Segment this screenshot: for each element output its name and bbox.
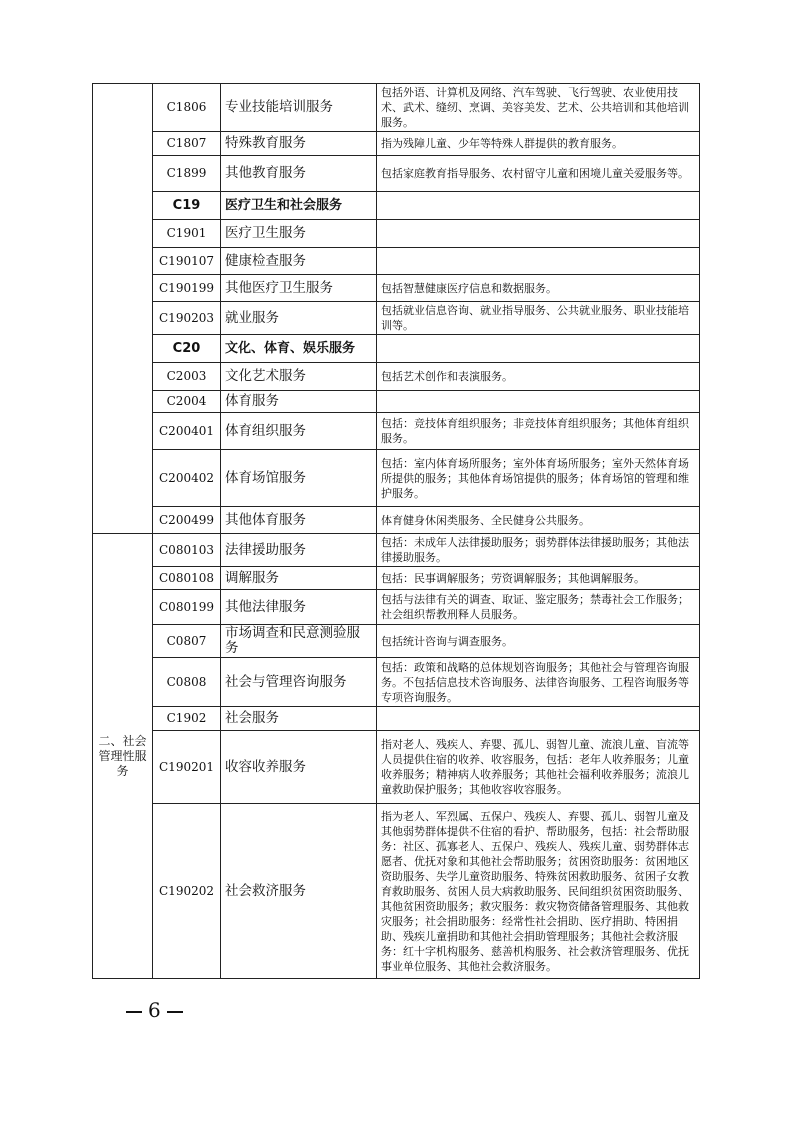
service-catalog-table bbox=[92, 83, 700, 979]
table-row bbox=[93, 658, 700, 707]
table-row bbox=[93, 275, 700, 302]
desc-cell: 包括智慧健康医疗信息和数据服务。 bbox=[377, 275, 700, 302]
name-cell: 医疗卫生服务 bbox=[221, 220, 377, 248]
table-row bbox=[93, 84, 700, 132]
code-cell: C1806 bbox=[153, 84, 221, 132]
table-row bbox=[93, 302, 700, 335]
table-row bbox=[93, 156, 700, 192]
dash-right bbox=[167, 1011, 183, 1013]
desc-cell: 包括家庭教育指导服务、农村留守儿童和困境儿童关爱服务等。 bbox=[377, 156, 700, 192]
table-row bbox=[93, 192, 700, 220]
code-cell: C1899 bbox=[153, 156, 221, 192]
code-cell: C20 bbox=[153, 335, 221, 363]
name-cell: 社会救济服务 bbox=[221, 804, 377, 979]
code-cell: C1807 bbox=[153, 132, 221, 156]
code-cell: C0808 bbox=[153, 658, 221, 707]
name-cell: 社会服务 bbox=[221, 707, 377, 731]
table-row bbox=[93, 132, 700, 156]
name-cell: 文化艺术服务 bbox=[221, 363, 377, 391]
name-cell: 收容收养服务 bbox=[221, 731, 377, 804]
desc-cell bbox=[377, 248, 700, 275]
table-row bbox=[93, 220, 700, 248]
name-cell: 调解服务 bbox=[221, 567, 377, 590]
category-cell-2: 二、社会管理性服务 bbox=[93, 534, 153, 979]
table-row bbox=[93, 707, 700, 731]
name-cell: 其他法律服务 bbox=[221, 590, 377, 625]
desc-cell: 包括外语、计算机及网络、汽车驾驶、飞行驾驶、农业使用技术、武术、缝纫、烹调、美容美发、艺术、公共培训和其他培训服务。 bbox=[377, 84, 700, 132]
code-cell: C0807 bbox=[153, 625, 221, 658]
desc-cell bbox=[377, 707, 700, 731]
table-row bbox=[93, 731, 700, 804]
table-row bbox=[93, 413, 700, 450]
code-cell: C1901 bbox=[153, 220, 221, 248]
desc-cell: 指为残障儿童、少年等特殊人群提供的教育服务。 bbox=[377, 132, 700, 156]
code-cell: C190201 bbox=[153, 731, 221, 804]
category-cell-1 bbox=[93, 84, 153, 534]
desc-cell: 包括艺术创作和表演服务。 bbox=[377, 363, 700, 391]
table-row bbox=[93, 507, 700, 534]
name-cell: 就业服务 bbox=[221, 302, 377, 335]
code-cell: C200402 bbox=[153, 450, 221, 507]
code-cell: C190199 bbox=[153, 275, 221, 302]
name-cell: 文化、体育、娱乐服务 bbox=[221, 335, 377, 363]
code-cell: C080108 bbox=[153, 567, 221, 590]
desc-cell: 包括：室内体育场所服务；室外体育场所服务；室外天然体育场所提供的服务；其他体育场馆提供的服务；体育场馆的管理和维护服务。 bbox=[377, 450, 700, 507]
desc-cell: 体育健身休闲类服务、全民健身公共服务。 bbox=[377, 507, 700, 534]
dash-left bbox=[126, 1011, 142, 1013]
desc-cell bbox=[377, 391, 700, 413]
name-cell: 法律援助服务 bbox=[221, 534, 377, 567]
code-cell: C190203 bbox=[153, 302, 221, 335]
name-cell: 其他体育服务 bbox=[221, 507, 377, 534]
name-cell: 医疗卫生和社会服务 bbox=[221, 192, 377, 220]
desc-cell: 包括统计咨询与调查服务。 bbox=[377, 625, 700, 658]
desc-cell bbox=[377, 220, 700, 248]
name-cell: 体育场馆服务 bbox=[221, 450, 377, 507]
name-cell: 市场调查和民意测验服务 bbox=[221, 625, 377, 658]
table-row bbox=[93, 567, 700, 590]
table-row bbox=[93, 248, 700, 275]
desc-cell bbox=[377, 192, 700, 220]
desc-cell: 包括就业信息咨询、就业指导服务、公共就业服务、职业技能培训等。 bbox=[377, 302, 700, 335]
page-number-text: 6 bbox=[148, 998, 161, 1022]
table-row bbox=[93, 590, 700, 625]
table-row bbox=[93, 625, 700, 658]
table-row bbox=[93, 450, 700, 507]
name-cell: 其他教育服务 bbox=[221, 156, 377, 192]
table-row bbox=[93, 804, 700, 979]
code-cell: C200499 bbox=[153, 507, 221, 534]
name-cell: 体育组织服务 bbox=[221, 413, 377, 450]
table-row bbox=[93, 335, 700, 363]
name-cell: 特殊教育服务 bbox=[221, 132, 377, 156]
desc-cell: 包括：竞技体育组织服务；非竞技体育组织服务；其他体育组织服务。 bbox=[377, 413, 700, 450]
name-cell: 其他医疗卫生服务 bbox=[221, 275, 377, 302]
desc-cell bbox=[377, 335, 700, 363]
desc-cell: 包括与法律有关的调查、取证、鉴定服务；禁毒社会工作服务；社会组织帮教刑释人员服务。 bbox=[377, 590, 700, 625]
desc-cell: 包括：民事调解服务；劳资调解服务；其他调解服务。 bbox=[377, 567, 700, 590]
code-cell: C200401 bbox=[153, 413, 221, 450]
table-row bbox=[93, 391, 700, 413]
code-cell: C190107 bbox=[153, 248, 221, 275]
desc-cell: 包括：政策和战略的总体规划咨询服务；其他社会与管理咨询服务。不包括信息技术咨询服务、法律咨询服务、工程咨询服务等专项咨询服务。 bbox=[377, 658, 700, 707]
desc-cell: 包括：未成年人法律援助服务；弱势群体法律援助服务；其他法律援助服务。 bbox=[377, 534, 700, 567]
code-cell: C2004 bbox=[153, 391, 221, 413]
desc-cell: 指对老人、残疾人、弃婴、孤儿、弱智儿童、流浪儿童、盲流等人员提供住宿的收养、收容服务，包括：老年人收养服务；儿童收养服务；精神病人收养服务；其他社会福利收养服务；流浪儿童救助保护服务；其他收容收容服务。 bbox=[377, 731, 700, 804]
code-cell: C080199 bbox=[153, 590, 221, 625]
page-number bbox=[120, 998, 189, 1022]
code-cell: C080103 bbox=[153, 534, 221, 567]
table-row bbox=[93, 363, 700, 391]
name-cell: 专业技能培训服务 bbox=[221, 84, 377, 132]
code-cell: C19 bbox=[153, 192, 221, 220]
code-cell: C190202 bbox=[153, 804, 221, 979]
name-cell: 健康检查服务 bbox=[221, 248, 377, 275]
table-row bbox=[93, 534, 700, 567]
code-cell: C1902 bbox=[153, 707, 221, 731]
name-cell: 体育服务 bbox=[221, 391, 377, 413]
name-cell: 社会与管理咨询服务 bbox=[221, 658, 377, 707]
code-cell: C2003 bbox=[153, 363, 221, 391]
desc-cell: 指为老人、军烈属、五保户、残疾人、弃婴、孤儿、弱智儿童及其他弱势群体提供不住宿的看护、帮助服务，包括：社会帮助服务：社区、孤寡老人、五保户、残疾人、残疾儿童、弱势群体志愿者、优抚对象和其他社会帮助服务；贫困资助服务：贫困地区资助服务、失学儿童资助服务、特殊贫困救助服务、贫困子女教育救助服务、贫困人员大病救助服务、民间组织贫困资助服务、其他贫困资助服务；救灾服务：救灾物资储备管理服务、其他救灾服务；社会捐助服务：经常性社会捐助、医疗捐助、特困捐助、残疾儿童捐助和其他社会捐助管理服务；其他社会救济服务：红十字机构服务、慈善机构服务、社会救济管理服务、优抚事业单位服务、其他社会救济服务。 bbox=[377, 804, 700, 979]
